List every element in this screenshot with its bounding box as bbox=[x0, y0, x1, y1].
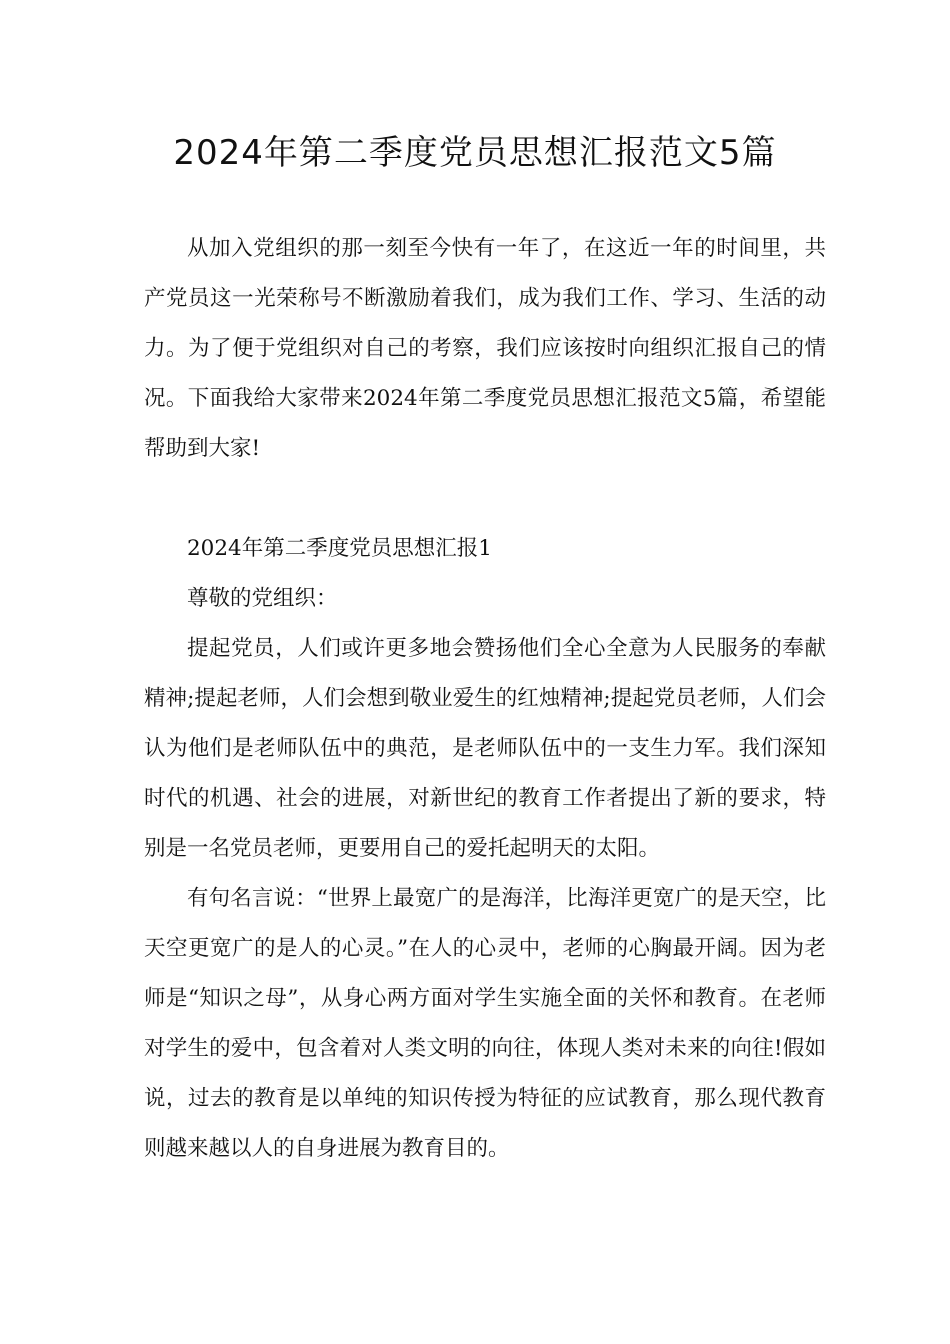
paragraph-gap bbox=[144, 474, 826, 524]
body-paragraph: 有句名言说：“世界上最宽广的是海洋，比海洋更宽广的是天空，比天空更宽广的是人的心灵。”在人的心灵中，老师的心胸最开阔。因为老师是“知识之母”，从身心两方面对学生实施全面的关怀和教育。在老师对学生的爱中，包含着对人类文明的向往，体现人类对未来的向往!假如说，过去的教育是以单纯的知识传授为特征的应试教育，那么现代教育则越来越以人的自身进展为教育目的。 bbox=[144, 886, 826, 1161]
section-heading: 2024年第二季度党员思想汇报1 bbox=[187, 536, 492, 561]
body-paragraph: 提起党员，人们或许更多地会赞扬他们全心全意为人民服务的奉献精神;提起老师，人们会想到敬业爱生的红烛精神;提起党员老师，人们会认为他们是老师队伍中的典范，是老师队伍中的一支生力军。我们深知时代的机遇、社会的进展，对新世纪的教育工作者提出了新的要求，特别是一名党员老师，更要用自己的爱托起明天的太阳。 bbox=[144, 636, 826, 861]
salutation: 尊敬的党组织： bbox=[187, 586, 338, 611]
intro-paragraph: 从加入党组织的那一刻至今快有一年了，在这近一年的时间里，共产党员这一光荣称号不断激励着我们，成为我们工作、学习、生活的动力。为了便于党组织对自己的考察，我们应该按时向组织汇报自己的情况。下面我给大家带来2024年第二季度党员思想汇报范文5篇，希望能帮助到大家! bbox=[144, 236, 826, 461]
document-title: 2024年第二季度党员思想汇报范文5篇 bbox=[173, 133, 777, 173]
document-body bbox=[144, 224, 826, 1174]
